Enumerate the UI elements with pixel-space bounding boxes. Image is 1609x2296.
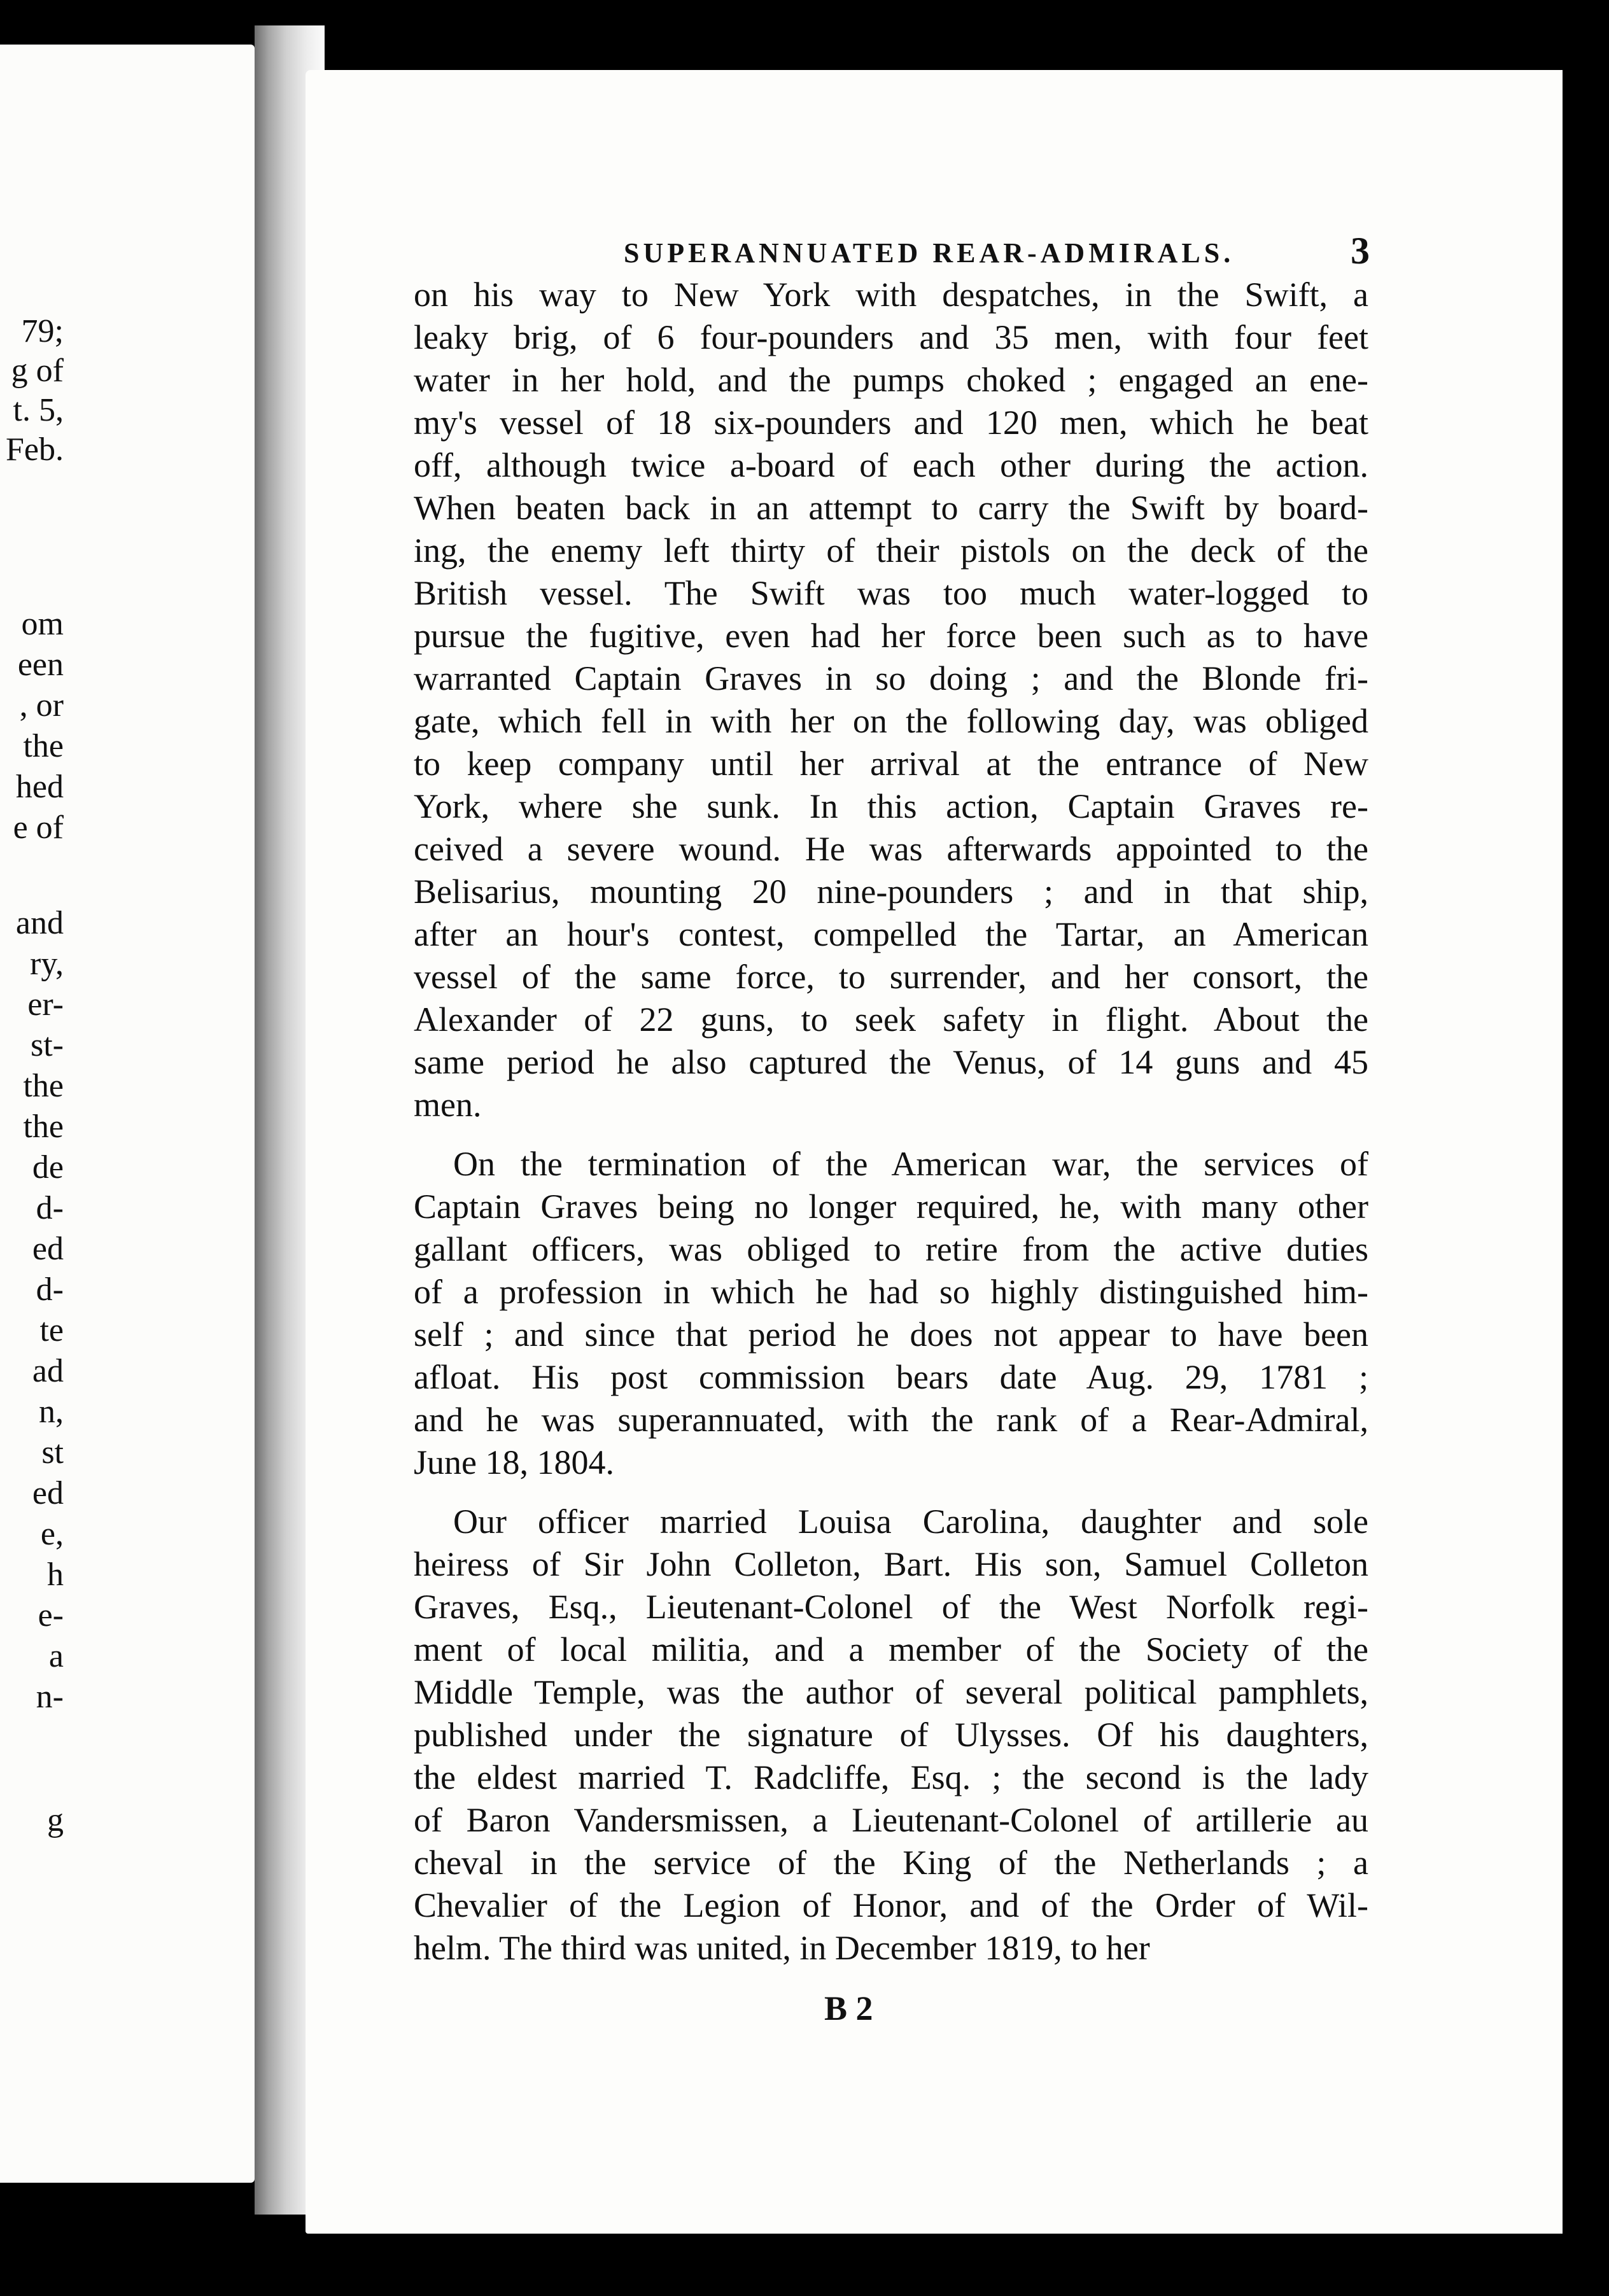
paragraph-gap: [414, 1484, 1368, 1501]
text-line: gate, which fell in with her on the following day, was obliged: [414, 702, 1368, 740]
paragraph-gap: [414, 1126, 1368, 1143]
page-number: 3: [1351, 230, 1370, 272]
text-line: cheval in the service of the King of the Netherlands ; a: [414, 1844, 1368, 1882]
previous-page-fragment: t. 5,: [13, 392, 64, 428]
text-line: my's vessel of 18 six-pounders and 120 men, which he beat: [414, 403, 1368, 442]
previous-page-fragment: er-: [27, 986, 64, 1023]
previous-page-fragment: een: [17, 647, 64, 683]
previous-page-fragment: the: [23, 1109, 64, 1145]
text-line: off, although twice a-board of each other during the action.: [414, 446, 1368, 484]
previous-page-fragment: ry,: [30, 946, 64, 982]
text-line: published under the signature of Ulysses. Of his daughters,: [414, 1716, 1368, 1754]
previous-page-fragment: a: [48, 1638, 64, 1674]
text-line: Alexander of 22 guns, to seek safety in flight. About the: [414, 1000, 1368, 1039]
text-line: pursue the fugitive, even had her force been such as to have: [414, 617, 1368, 655]
text-line: water in her hold, and the pumps choked ; engaged an ene-: [414, 361, 1368, 399]
previous-page-fragment: hed: [15, 769, 64, 805]
text-line: Our officer married Louisa Carolina, daughter and sole: [453, 1502, 1368, 1541]
previous-page-fragment: de: [32, 1149, 64, 1186]
previous-page-fragment: om: [21, 606, 64, 642]
previous-page-fragment: ed: [32, 1475, 64, 1511]
previous-page-fragment: d-: [36, 1190, 64, 1226]
previous-page-fragment: d-: [36, 1271, 64, 1308]
previous-page-fragment: st: [41, 1434, 64, 1471]
previous-page-fragment: Feb.: [6, 431, 64, 468]
text-line: the eldest married T. Radcliffe, Esq. ; the second is the lady: [414, 1758, 1368, 1796]
text-line: Captain Graves being no longer required, he, with many other: [414, 1187, 1368, 1226]
running-head: SUPERANNUATED REAR-ADMIRALS.: [624, 237, 1235, 269]
text-line: British vessel. The Swift was too much water-logged to: [414, 574, 1368, 612]
previous-page-fragment: te: [39, 1312, 64, 1348]
text-line: on his way to New York with despatches, in the Swift, a: [414, 276, 1368, 314]
previous-page-fragment: ed: [32, 1231, 64, 1267]
text-line: after an hour's contest, compelled the Tartar, an American: [414, 915, 1368, 953]
text-line: helm. The third was united, in December 1819, to her: [414, 1929, 1150, 1967]
text-line: Graves, Esq., Lieutenant-Colonel of the West Norfolk regi-: [414, 1588, 1368, 1626]
previous-page-fragment: the: [23, 728, 64, 764]
text-line: gallant officers, was obliged to retire from the active duties: [414, 1230, 1368, 1268]
previous-page-fragment: 79;: [21, 313, 64, 349]
previous-page-fragment: n-: [36, 1679, 64, 1715]
text-line: afloat. His post commission bears date Aug. 29, 1781 ;: [414, 1358, 1368, 1396]
text-line: York, where she sunk. In this action, Captain Graves re-: [414, 787, 1368, 825]
previous-page-fragment: , or: [19, 687, 64, 724]
text-line: ment of local militia, and a member of the Society of the: [414, 1630, 1368, 1669]
previous-page-fragment: g of: [11, 353, 64, 389]
text-line: warranted Captain Graves in so doing ; and the Blonde fri-: [414, 659, 1368, 697]
text-line: to keep company until her arrival at the entrance of New: [414, 745, 1368, 783]
previous-page-fragment: h: [47, 1557, 64, 1593]
text-line: vessel of the same force, to surrender, and her consort, the: [414, 958, 1368, 996]
previous-page-fragment: the: [23, 1068, 64, 1104]
previous-page-fragment: ad: [32, 1353, 64, 1389]
text-line: of a profession in which he had so highly distinguished him-: [414, 1273, 1368, 1311]
text-line: On the termination of the American war, the services of: [453, 1145, 1368, 1183]
previous-page-fragment: st-: [31, 1027, 64, 1063]
text-line: same period he also captured the Venus, of 14 guns and 45: [414, 1043, 1368, 1081]
text-line: self ; and since that period he does not appear to have been: [414, 1315, 1368, 1354]
signature-mark: B 2: [824, 1989, 873, 2027]
previous-page-fragment: and: [15, 905, 64, 941]
text-line: heiress of Sir John Colleton, Bart. His son, Samuel Colleton: [414, 1545, 1368, 1583]
previous-page-fragment: g: [47, 1802, 64, 1838]
previous-page-fragment: e of: [13, 809, 64, 846]
body-text: [414, 274, 1368, 1970]
text-line: and he was superannuated, with the rank of a Rear-Admiral,: [414, 1401, 1368, 1439]
text-line: Chevalier of the Legion of Honor, and of the Order of Wil-: [414, 1886, 1368, 1924]
text-line: June 18, 1804.: [414, 1443, 614, 1481]
text-line: When beaten back in an attempt to carry the Swift by board-: [414, 489, 1368, 527]
previous-page-edge: [0, 45, 255, 2183]
text-line: of Baron Vandersmissen, a Lieutenant-Colonel of artillerie au: [414, 1801, 1368, 1839]
text-line: ceived a severe wound. He was afterwards appointed to the: [414, 830, 1368, 868]
previous-page-fragment: e-: [38, 1597, 64, 1634]
text-line: Middle Temple, was the author of several political pamphlets,: [414, 1673, 1368, 1711]
text-line: ing, the enemy left thirty of their pistols on the deck of the: [414, 531, 1368, 570]
text-line: leaky brig, of 6 four-pounders and 35 men, with four feet: [414, 318, 1368, 356]
previous-page-fragment: e,: [40, 1516, 64, 1552]
text-line: Belisarius, mounting 20 nine-pounders ; and in that ship,: [414, 872, 1368, 911]
previous-page-fragment: n,: [39, 1394, 64, 1430]
text-line: men.: [414, 1086, 482, 1124]
